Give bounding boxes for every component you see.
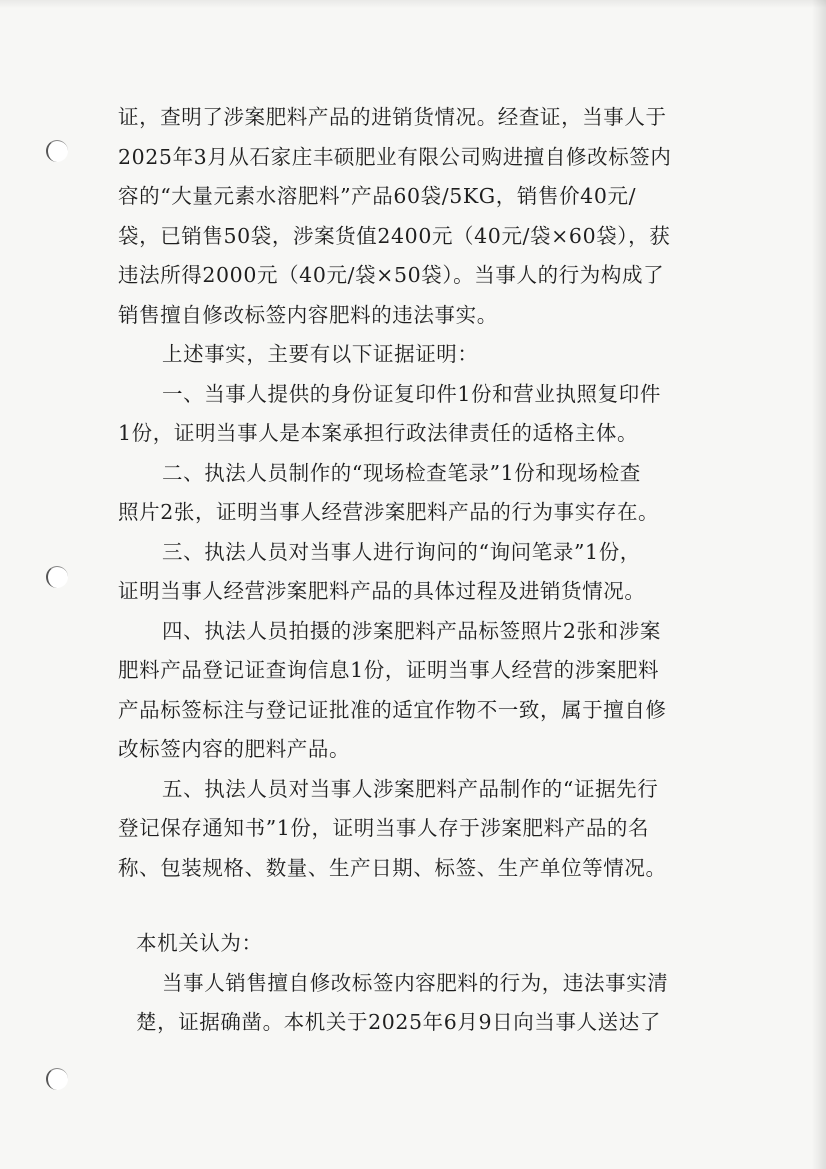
body-line: 登记保存通知书”1份，证明当事人存于涉案肥料产品的名	[118, 816, 650, 840]
punch-hole-top	[46, 140, 68, 162]
conclusion-heading: 本机关认为：	[136, 931, 263, 955]
page-right-edge	[812, 0, 826, 1169]
body-line: 容的“大量元素水溶肥料”产品60袋/5KG，销售价40元/	[118, 184, 637, 208]
conclusion-line: 当事人销售擅自修改标签内容肥料的行为，违法事实清	[162, 970, 669, 995]
conclusion-line: 楚，证据确凿。本机关于2025年6月9日向当事人送达了	[136, 1010, 661, 1034]
evidence-item-3: 三、执法人员对当事人进行询问的“询问笔录”1份，	[162, 539, 641, 564]
body-line: 1份，证明当事人是本案承担行政法律责任的适格主体。	[118, 421, 639, 445]
body-line: 肥料产品登记证查询信息1份，证明当事人经营的涉案肥料	[118, 658, 660, 682]
body-line: 销售擅自修改标签内容肥料的违法事实。	[118, 302, 498, 327]
evidence-item-2: 二、执法人员制作的“现场检查笔录”1份和现场检查	[162, 460, 641, 485]
punch-hole-bottom	[46, 1068, 68, 1090]
page-top-edge	[0, 0, 826, 8]
body-line: 改标签内容的肥料产品。	[118, 737, 351, 761]
evidence-item-4: 四、执法人员拍摄的涉案肥料产品标签照片2张和涉案	[162, 618, 661, 643]
body-line: 2025年3月从石家庄丰硕肥业有限公司购进擅自修改标签内	[118, 144, 672, 169]
body-line: 称、包装规格、数量、生产日期、标签、生产单位等情况。	[118, 855, 667, 880]
evidence-item-1: 一、当事人提供的身份证复印件1份和营业执照复印件	[162, 381, 661, 406]
evidence-intro-line: 上述事实，主要有以下证据证明：	[162, 342, 479, 366]
evidence-item-5: 五、执法人员对当事人涉案肥料产品制作的“证据先行	[162, 776, 659, 801]
body-line: 照片2张，证明当事人经营涉案肥料产品的行为事实存在。	[118, 500, 660, 524]
body-line: 证明当事人经营涉案肥料产品的具体过程及进销货情况。	[118, 579, 646, 603]
body-line: 证，查明了涉案肥料产品的进销货情况。经查证，当事人于	[118, 105, 667, 129]
paragraph-gap	[118, 888, 718, 924]
document-body	[118, 98, 718, 1043]
punch-hole-middle	[46, 566, 68, 588]
body-line: 产品标签标注与登记证批准的适宜作物不一致，属于擅自修	[118, 697, 667, 722]
body-line: 违法所得2000元（40元/袋×50袋）。当事人的行为构成了	[118, 263, 665, 287]
body-line: 袋，已销售50袋，涉案货值2400元（40元/袋×60袋），获	[118, 223, 671, 248]
